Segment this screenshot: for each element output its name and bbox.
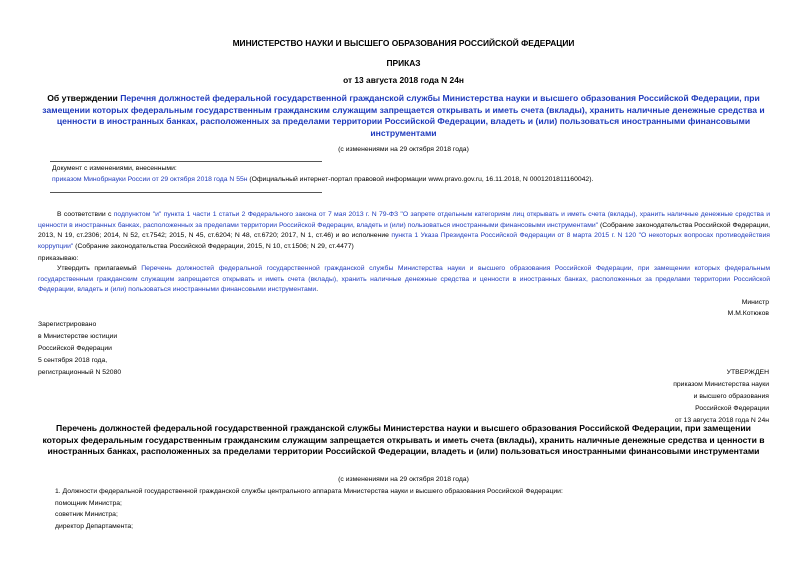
list-item: советник Министра; (55, 511, 118, 518)
registration-block (38, 319, 121, 379)
amendment-link[interactable]: приказом Минобрнауки России от 29 октября 2018 года N 55н (52, 175, 248, 183)
federal-law-link[interactable]: подпунктом "и" пункта 1 части 1 статьи 2 Федерального закона от 7 мая 2013 г. N 79-ФЗ "О запрете отдельным категориям лиц открывать и иметь счета (вклады), хранить наличные денежные средства и ценности в иностранных банках, расположенных за пределами территории Российской Федерации, владеть и (или) пользоваться иностранными финансовыми инструментами" (38, 211, 770, 229)
registration-line: регистрационный N 52080 (38, 369, 122, 376)
divider-bottom (50, 192, 322, 193)
approve-text-2: . (316, 286, 319, 294)
amendment-source: (Официальный интернет-портал правовой информации www.pravo.gov.ru, 16.11.2018, N 0001201811160042). (247, 175, 594, 183)
ministry-heading: МИНИСТЕРСТВО НАУКИ И ВЫСШЕГО ОБРАЗОВАНИЯ РОССИЙСКОЙ ФЕДЕРАЦИИ (232, 38, 575, 48)
preamble-paragraph (38, 210, 770, 253)
changes-note: (с изменениями на 29 октября 2018 года) (338, 146, 469, 153)
list-item: помощник Министра; (55, 499, 122, 507)
registration-line: Российской Федерации (38, 345, 112, 352)
changes-box (52, 164, 792, 185)
order-word: приказываю: (38, 255, 79, 262)
subject-prefix: Об утверждении (47, 93, 121, 103)
signature-role: Министр (741, 299, 769, 306)
signature-block (728, 298, 769, 319)
list-title: Перечень должностей федеральной государственной гражданской службы Министерства науки и высшего образования Российской Федерации, при замещении которых федеральным государственным гражданским служащим запрещается открывать и иметь счета (вклады), хранить наличные денежные средства и ценности в иностранных банках, расположенных за пределами территории Российской Федерации, владеть и (или) пользоваться иностранными финансовыми инструментами (42, 423, 765, 456)
approved-line: УТВЕРЖДЕН (726, 369, 769, 376)
list-item: директор Департамента; (55, 522, 134, 530)
list-changes-note: (с изменениями на 29 октября 2018 года) (338, 476, 469, 483)
approved-line: Российской Федерации (695, 405, 769, 412)
approved-line: от 13 августа 2018 года N 24н (674, 417, 769, 424)
divider-top (50, 161, 322, 162)
approve-paragraph (38, 264, 770, 296)
approved-block (673, 367, 769, 427)
changes-box-line2 (52, 175, 792, 186)
approved-list-link[interactable]: Перечень должностей федеральной государственной гражданской службы Министерства науки и высшего образования Российской Федерации, при замещении которых федеральным государственным гражданским служащим запрещается открывать и иметь счета (вклады), хранить наличные денежные средства и ценности в иностранных банках, расположенных за пределами территории Российской Федерации, владеть и (или) пользоваться иностранными финансовыми инструментами (38, 265, 770, 294)
positions-list (38, 486, 778, 532)
preamble-text-3: (Собрание законодательства Российской Федерации, 2015, N 10, ст.1506; N 29, ст.4477) (73, 243, 354, 251)
signature-name: М.М.Котюков (727, 309, 769, 317)
registration-line: 5 сентября 2018 года, (38, 357, 108, 364)
presidential-decree-link[interactable]: пункта 1 Указа Президента Российской Федерации от 8 марта 2015 г. N 120 "О некоторых вопросах противодействия коррупции" (38, 232, 770, 251)
preamble-text-2: (Собрание законодательства Российской Федерации, 2013, N 19, ст.2306; 2014, N 52, ст.7542; 2015, N 45, ст.6204; N 48, ст.6720; 2017, N 1, ст.46) и во исполнение (38, 221, 770, 240)
subject-heading (40, 93, 767, 139)
doc-date: от 13 августа 2018 года N 24н (343, 75, 464, 85)
subject-link[interactable]: Перечня должностей федеральной государственной гражданской службы Министерства науки и высшего образования Российской Федерации, при замещении которых федеральным государственным гражданским служащим запрещается открывать и иметь счета (вклады), хранить наличные денежные средства и ценности в иностранных банках, расположенных за пределами территории Российской Федерации, владеть и (или) пользоваться иностранными финансовыми инструментами (42, 93, 765, 138)
changes-box-line1: Документ с изменениями, внесенными: (52, 165, 177, 172)
registration-line: Зарегистрировано (38, 321, 97, 328)
approved-line: приказом Министерства науки (673, 381, 769, 388)
preamble-text-1: В соответствии с (57, 211, 114, 218)
doc-type: ПРИКАЗ (386, 58, 421, 68)
list-item: 1. Должности федеральной государственной гражданской службы центрального аппарата Министерства науки и высшего образования Российской Федерации: (55, 488, 563, 495)
approved-line: и высшего образования (693, 393, 769, 400)
approve-text-1: Утвердить прилагаемый (57, 265, 142, 272)
registration-line: в Министерстве юстиции (38, 333, 118, 340)
